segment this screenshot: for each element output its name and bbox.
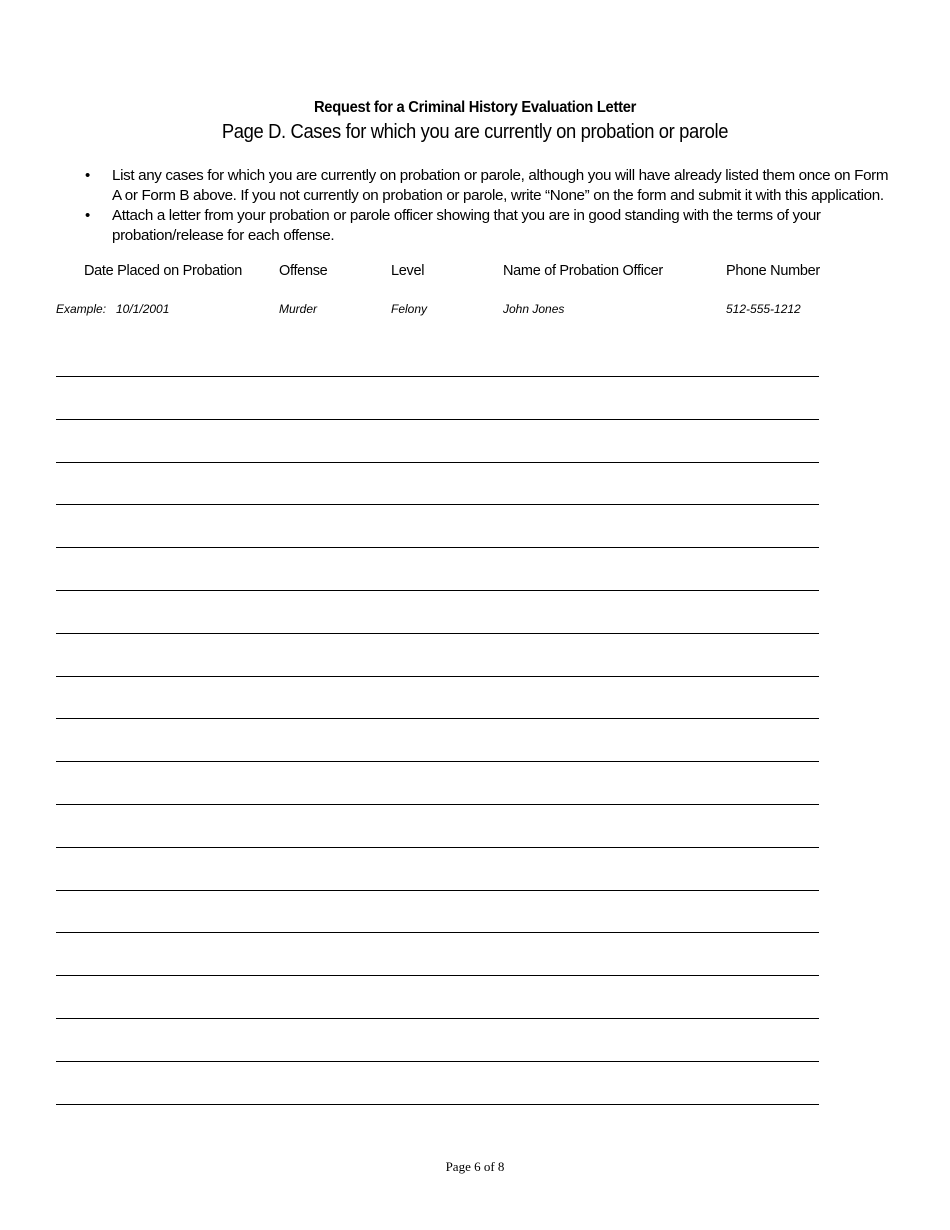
instruction-item xyxy=(84,206,900,246)
entry-line xyxy=(56,847,819,848)
entry-line xyxy=(56,376,819,377)
entry-line xyxy=(56,761,819,762)
bullet-icon: • xyxy=(85,167,90,184)
entry-line xyxy=(56,547,819,548)
example-level: Felony xyxy=(391,302,428,316)
entry-line xyxy=(56,504,819,505)
example-officer: John Jones xyxy=(503,302,565,316)
entry-line xyxy=(56,932,819,933)
entry-line xyxy=(56,462,819,463)
entry-line xyxy=(56,633,819,634)
column-header-date: Date Placed on Probation xyxy=(84,263,243,279)
instruction-item xyxy=(84,166,900,206)
instructions-list xyxy=(84,166,900,246)
form-title: Request for a Criminal History Evaluation Letter xyxy=(313,99,637,116)
column-header-phone: Phone Number xyxy=(726,263,820,279)
entry-line xyxy=(56,975,819,976)
entry-line xyxy=(56,676,819,677)
entry-line xyxy=(56,890,819,891)
column-header-offense: Offense xyxy=(279,263,328,279)
entry-line xyxy=(56,718,819,719)
example-phone: 512-555-1212 xyxy=(726,302,801,316)
instruction-text: Attach a letter from your probation or parole officer showing that you are in good standing with the terms of your probation/release for each offense. xyxy=(112,207,821,244)
entry-line xyxy=(56,1061,819,1062)
example-label: Example: xyxy=(56,302,107,316)
entry-line xyxy=(56,419,819,420)
bullet-icon: • xyxy=(85,207,90,224)
example-offense: Murder xyxy=(279,302,318,316)
entry-line xyxy=(56,804,819,805)
column-header-officer: Name of Probation Officer xyxy=(503,263,663,279)
entry-line xyxy=(56,1104,819,1105)
page-number: Page 6 of 8 xyxy=(445,1159,505,1174)
entry-line xyxy=(56,1018,819,1019)
instruction-text: List any cases for which you are currently on probation or parole, although you will have already listed them once on Form A or Form B above. If you not currently on probation or parole, write “None” on the form and submit it with this application. xyxy=(112,167,889,204)
form-subtitle: Page D. Cases for which you are currently on probation or parole xyxy=(221,121,729,143)
example-date: 10/1/2001 xyxy=(116,302,170,316)
column-header-level: Level xyxy=(391,263,425,279)
entry-line xyxy=(56,590,819,591)
